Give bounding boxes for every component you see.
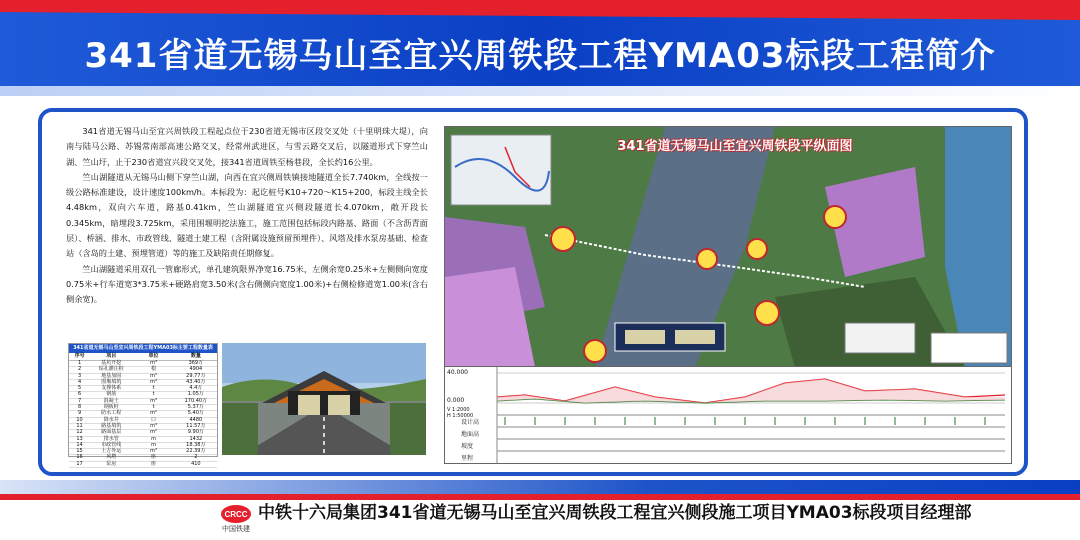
logo-mark-text: CRCC [224, 510, 248, 519]
table-row [69, 462, 217, 468]
table-cell: m² [150, 429, 157, 436]
table-cell: 8 [77, 404, 82, 411]
table-cell: 5.37万 [187, 404, 204, 411]
profile-row-label: 地面高 [461, 431, 480, 438]
table-cell: 根 [151, 366, 157, 373]
intro-paragraph-2: 竺山湖隧道从无锡马山侧下穿竺山湖，向西在宜兴侧周铁镇接地隧道全长7.740km，全线按一级公路标准建设，设计速度100km/h。本标段为：起讫桩号K10+720～K15+200，标段主线全长4.48km，双向六车道，路基0.41km，竺山湖隧道宜兴侧段隧道长4.070km，敞开段长0.345km，暗埋段3.725km，采用围堰明挖法施工，施工范围包括标段内路基、路面（不含沥青面层）、桥涵、排水、市政管线、隧道土建工程（含附属设施预留预埋件）、风塔及排水泵房基础、检查站（含岛的土建、预埋管道）等的施工及缺陷责任期修复。 [66, 171, 428, 259]
logo-caption: 中国铁建 [222, 525, 250, 533]
table-cell: 22.39万 [186, 448, 206, 455]
table-cell: 7 [77, 397, 82, 404]
tunnel-portal-rendering [222, 343, 426, 455]
header-accent-band [0, 86, 1080, 96]
table-cell: 4 [77, 378, 82, 385]
quantity-table [68, 343, 218, 467]
table-cell: m³ [150, 422, 157, 429]
profile-elev-bottom: 0.000 [447, 397, 465, 404]
table-cell: 混凝土 [103, 397, 119, 404]
table-cell: 6 [77, 391, 82, 398]
table-cell: 市政管线 [101, 441, 122, 448]
table-cell: 369万 [188, 360, 204, 366]
profile-scale-h: H 1:50000 [447, 413, 474, 419]
table-cell: 地基加固 [101, 372, 122, 379]
table-cell: 1.05万 [187, 391, 204, 398]
table-cell: 14 [76, 441, 83, 448]
table-cell: 5 [77, 385, 82, 392]
table-cell: 16 [76, 454, 83, 461]
table-cell: 43.40万 [186, 378, 206, 385]
intro-text [66, 124, 428, 308]
intro-paragraph-1: 341省道无锡马山至宜兴周铁段工程起点位于230省道无锡市区段交叉处（十里明珠大堤），向南与陆马公路、苏锡常南部高速公路交叉，经常州武进区，与雪云路交叉后，以隧道形式下穿竺山湖、竺山圩，止于230省道宜兴段交叉处，接341省道周铁至杨巷段，全长约16公里。 [66, 126, 428, 167]
table-cell: 13 [76, 435, 83, 442]
table-cell: 座 [151, 454, 157, 461]
table-cell: 10 [76, 416, 83, 423]
table-cell: 钢筋 [106, 391, 117, 398]
table-cell: 18.38万 [186, 441, 206, 448]
table-cell: 2 [194, 454, 198, 461]
table-cell: 降水井 [103, 416, 119, 423]
table-cell: 29.77万 [186, 372, 206, 379]
table-cell: 防水工程 [101, 410, 122, 417]
table-cell: 12 [76, 429, 83, 436]
table-cell: 钻孔灌注桩 [98, 366, 124, 373]
table-cell: m³ [150, 360, 157, 366]
table-cell: 4.4万 [189, 385, 203, 392]
table-header-cell: 项目 [106, 353, 117, 359]
header [0, 0, 1080, 98]
table-header-cell: 单位 [148, 353, 159, 359]
table-cell: t [152, 385, 155, 392]
footer-band [0, 480, 1080, 494]
table-cell: 围堰填筑 [101, 378, 122, 385]
table-cell: 9 [77, 410, 82, 417]
table-cell: m [151, 441, 156, 448]
table-cell: t [152, 391, 155, 398]
table-cell: 排水管 [103, 435, 119, 442]
table-cell: m³ [150, 448, 157, 455]
profile-row-label: 设计高 [461, 419, 480, 426]
profile-scale-v: V 1:2000 [447, 407, 470, 413]
table-cell: 座 [151, 460, 157, 467]
profile-row-label: 坡度 [461, 443, 474, 450]
table-cell: 1432 [189, 435, 203, 442]
longitudinal-profile [444, 366, 1012, 464]
table-cell: 路基填筑 [101, 422, 122, 429]
table-cell: 15 [76, 448, 83, 455]
table-title: 341省道无锡马山至宜兴周铁段工程YMA03标主要工程数量表 [69, 344, 217, 353]
table-cell: t [152, 404, 155, 411]
table-cell: 17 [76, 460, 83, 467]
table-cell: 11 [76, 422, 83, 429]
profile-graphic [445, 367, 1011, 463]
table-body [69, 361, 217, 468]
table-cell: m² [150, 410, 157, 417]
profile-row-label: 里程 [461, 455, 474, 462]
table-cell: 4480 [189, 416, 203, 423]
plan-map [444, 126, 1012, 368]
table-header-cell: 序号 [74, 353, 85, 359]
table-cell: 基坑开挖 [101, 360, 122, 366]
table-cell: 5.40万 [187, 410, 204, 417]
table-cell: 11.57万 [186, 422, 206, 429]
table-cell: 泵房 [106, 460, 117, 467]
table-cell: 410 [191, 460, 201, 467]
table-cell: 9.90万 [187, 429, 204, 436]
table-cell: 路面基层 [101, 429, 122, 436]
table-cell: 3 [77, 372, 82, 379]
table-cell: m [151, 435, 156, 442]
table-cell: 支撑体系 [101, 385, 122, 392]
table-header-cell: 数量 [190, 353, 201, 359]
tunnel-portal-image [222, 343, 426, 455]
table-cell: 土方外运 [101, 448, 122, 455]
map-title: 341省道无锡马山至宜兴周铁段平纵面图 [617, 139, 853, 154]
page-title: 341省道无锡马山至宜兴周铁段工程YMA03标段工程简介 [84, 36, 996, 76]
table-cell: 170.40万 [184, 397, 208, 404]
table-cell: 口 [151, 416, 157, 423]
table-cell: 风塔 [106, 454, 117, 461]
table-cell: m³ [150, 378, 157, 385]
table-cell: m³ [150, 397, 157, 404]
table-cell: 2 [77, 366, 82, 373]
table-cell: 1 [77, 360, 82, 366]
intro-paragraph-3: 竺山湖隧道采用双孔一管廊形式，单孔建筑限界净宽16.75米，左侧余宽0.25米+左侧侧向宽度0.75米+行车道宽3*3.75米+硬路肩宽3.50米(含右侧侧向宽度1.00米)+右侧检修道宽1.00米(含右侧余宽)。 [66, 263, 428, 305]
plan-map-graphic [445, 127, 1011, 367]
table-cell: m³ [150, 372, 157, 379]
footer-org-name: 中铁十六局集团341省道无锡马山至宜兴周铁段工程宜兴侧段施工项目YMA03标段项目经理部 [258, 503, 972, 523]
profile-elev-top: 40.000 [447, 369, 468, 376]
table-cell: 4904 [189, 366, 203, 373]
table-cell: 钢板桩 [103, 404, 119, 411]
